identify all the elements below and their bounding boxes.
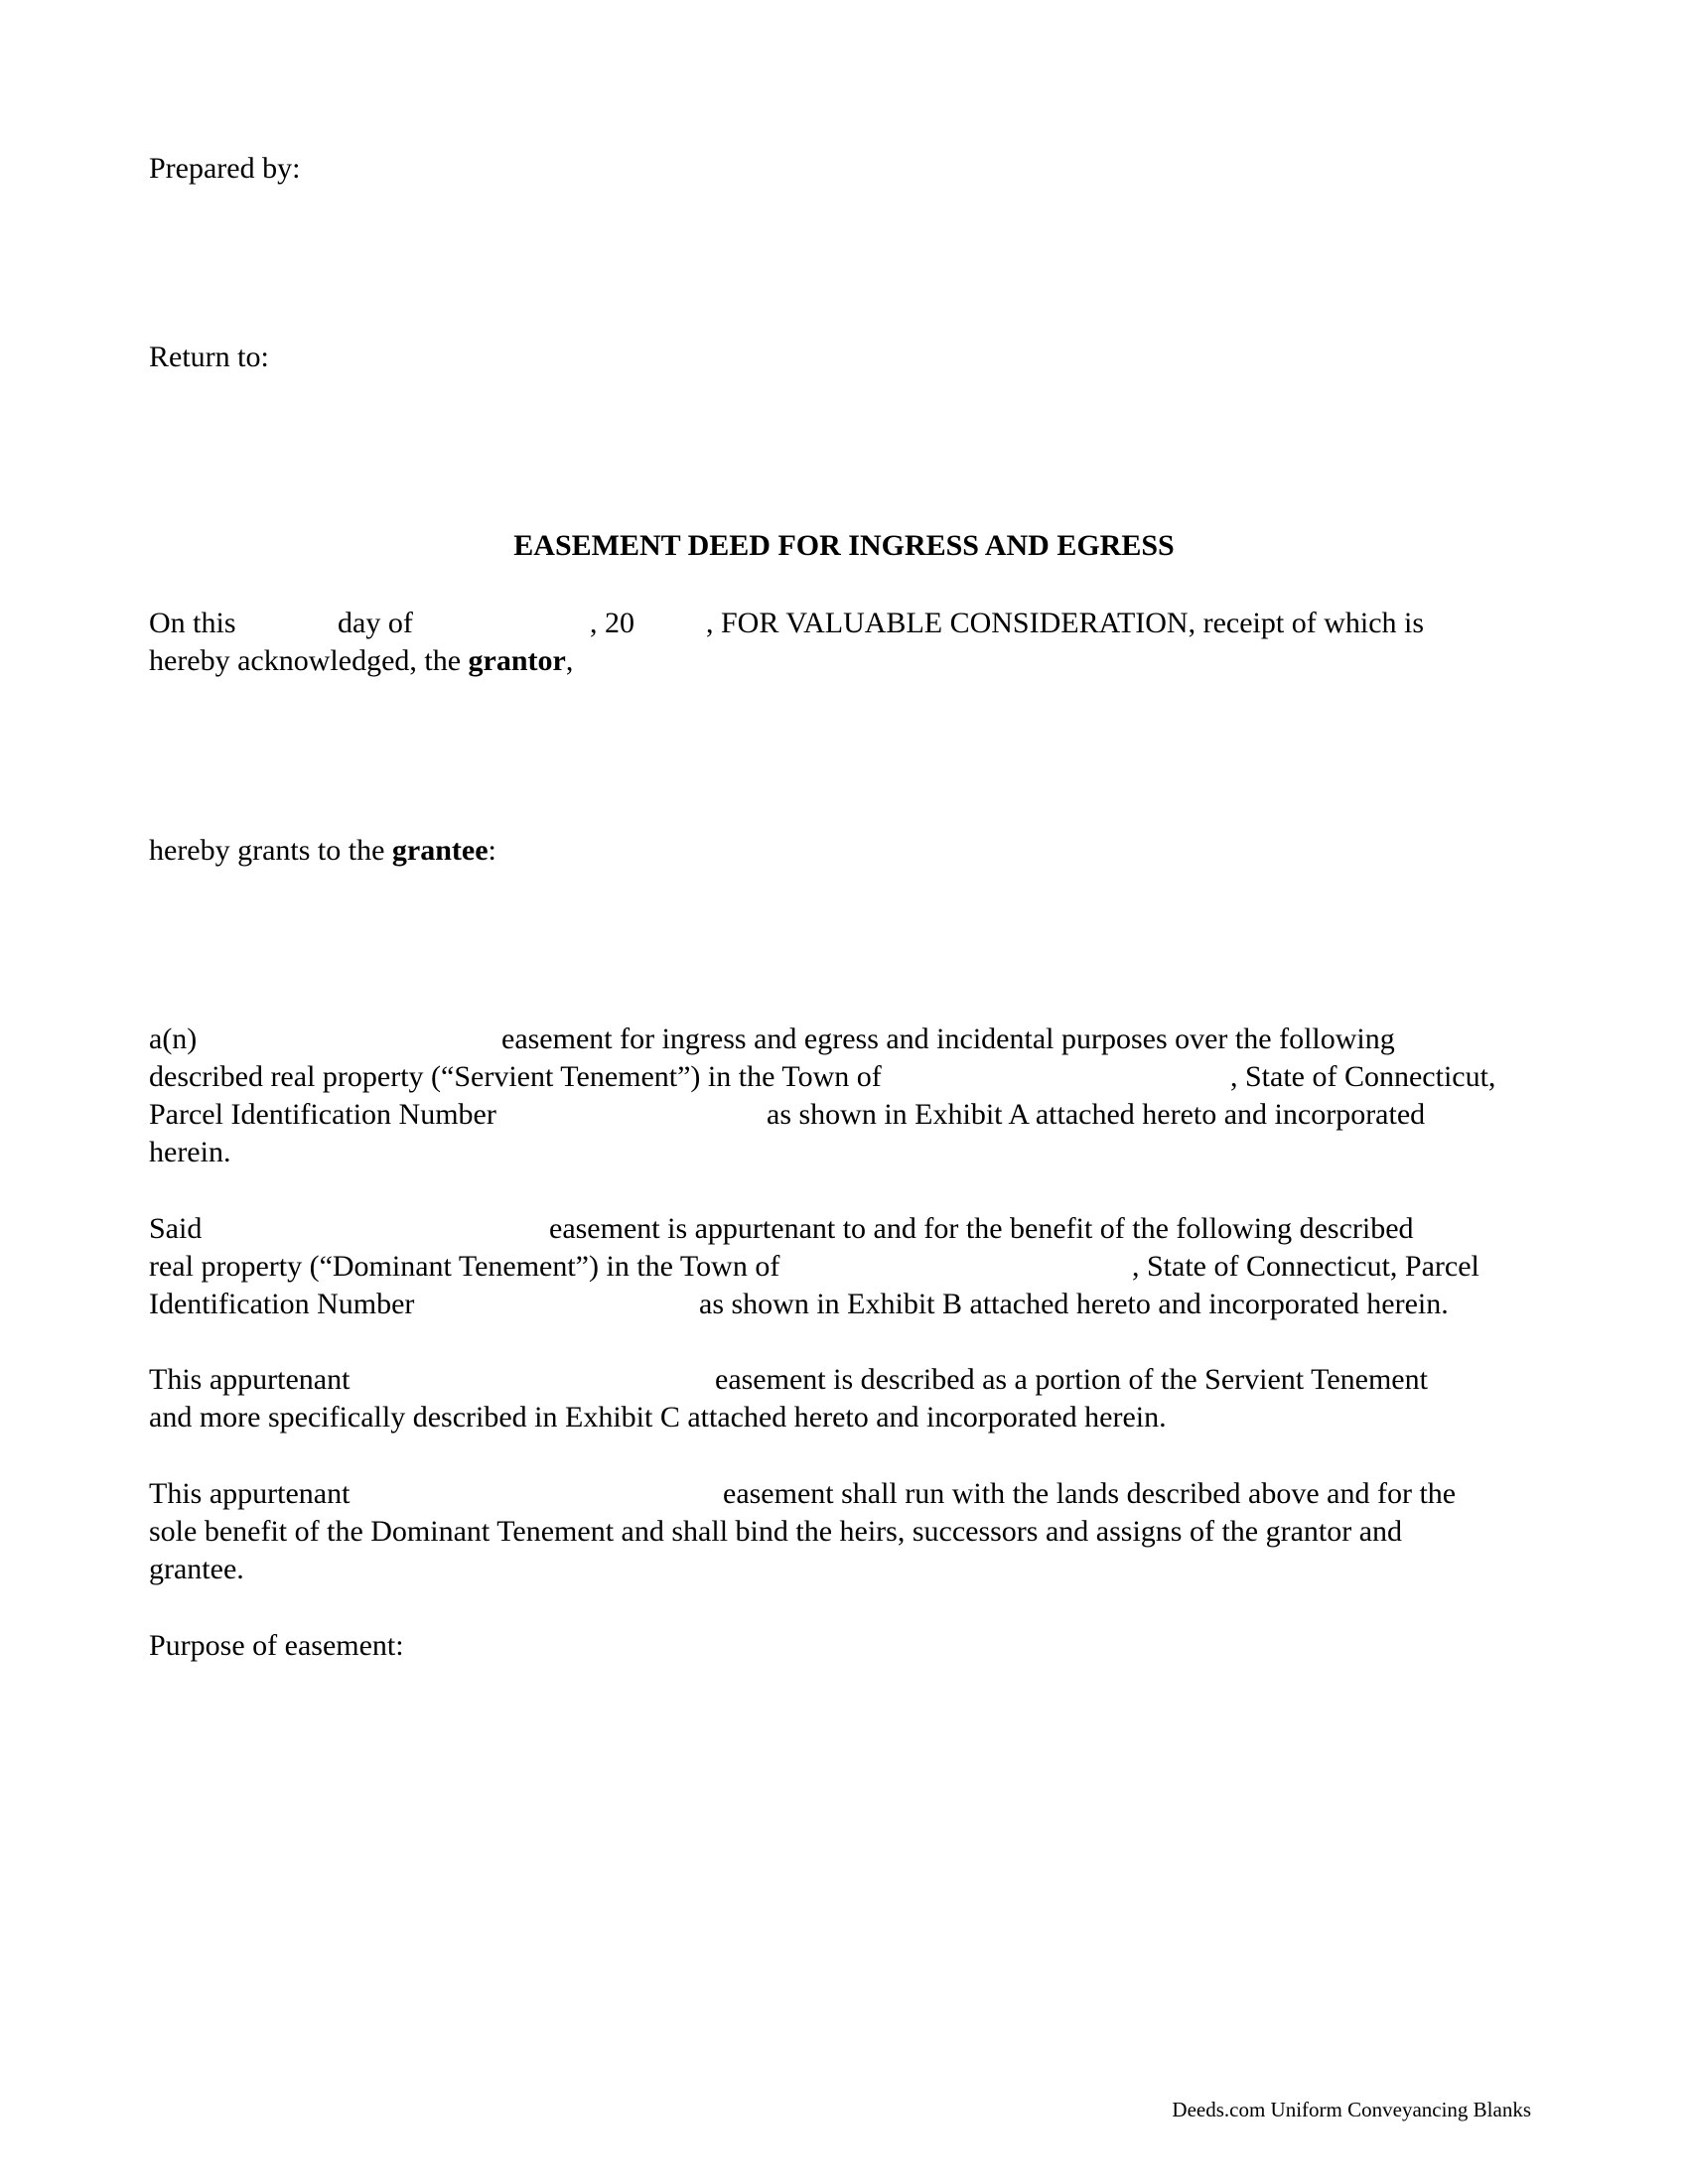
para3-appurtenant-label: This appurtenant: [149, 1363, 351, 1396]
grants-text: hereby grants to the: [149, 834, 385, 867]
grants-line: [149, 832, 496, 870]
para1-exhibit-a-text: as shown in Exhibit A attached hereto and incorporated: [767, 1098, 1426, 1131]
para1-easement-text: easement for ingress and egress and incidental purposes over the following: [501, 1023, 1395, 1055]
intro-year-prefix: , 20: [590, 607, 634, 639]
para1-state-text: , State of Connecticut,: [1230, 1060, 1496, 1093]
para3-exhibit-c-text: and more specifically described in Exhibit C attached hereto and incorporated herein.: [149, 1401, 1167, 1433]
prepared-by-label: Prepared by:: [149, 152, 301, 185]
para2-appurtenant-text: easement is appurtenant to and for the benefit of the following described: [549, 1212, 1414, 1245]
para1-herein: herein.: [149, 1136, 231, 1168]
para4-grantee-text: grantee.: [149, 1553, 244, 1585]
intro-comma: ,: [565, 644, 574, 677]
para2-exhibit-b-text: as shown in Exhibit B attached hereto and incorporated herein.: [699, 1288, 1449, 1320]
grants-colon: :: [488, 834, 496, 867]
para2-said: Said: [149, 1212, 203, 1245]
intro-acknowledged-text: hereby acknowledged, the: [149, 644, 462, 677]
para4-appurtenant-label: This appurtenant: [149, 1477, 351, 1510]
footer-attribution: Deeds.com Uniform Conveyancing Blanks: [1172, 2098, 1531, 2121]
intro-acknowledged-line: [149, 642, 573, 680]
para2-dominant-text: real property (“Dominant Tenement”) in the Town of: [149, 1250, 780, 1283]
para2-state-text: , State of Connecticut, Parcel: [1132, 1250, 1479, 1283]
grantor-label: grantor: [468, 644, 566, 677]
purpose-label: Purpose of easement:: [149, 1629, 404, 1662]
para3-portion-text: easement is described as a portion of the Servient Tenement: [715, 1363, 1428, 1396]
intro-consideration: , FOR VALUABLE CONSIDERATION, receipt of which is: [706, 607, 1425, 639]
para4-benefit-text: sole benefit of the Dominant Tenement and shall bind the heirs, successors and assigns of the grantor and: [149, 1515, 1403, 1548]
para2-identification-label: Identification Number: [149, 1288, 415, 1320]
para1-servient-text: described real property (“Servient Tenement”) in the Town of: [149, 1060, 882, 1093]
para4-run-text: easement shall run with the lands described above and for the: [723, 1477, 1457, 1510]
intro-on-this: On this: [149, 607, 236, 639]
document-title: EASEMENT DEED FOR INGRESS AND EGRESS: [513, 529, 1175, 562]
return-to-label: Return to:: [149, 341, 269, 373]
intro-day-of: day of: [338, 607, 413, 639]
para1-parcel-label: Parcel Identification Number: [149, 1098, 496, 1131]
grantee-label: grantee: [391, 834, 489, 867]
para1-an: a(n): [149, 1023, 198, 1055]
